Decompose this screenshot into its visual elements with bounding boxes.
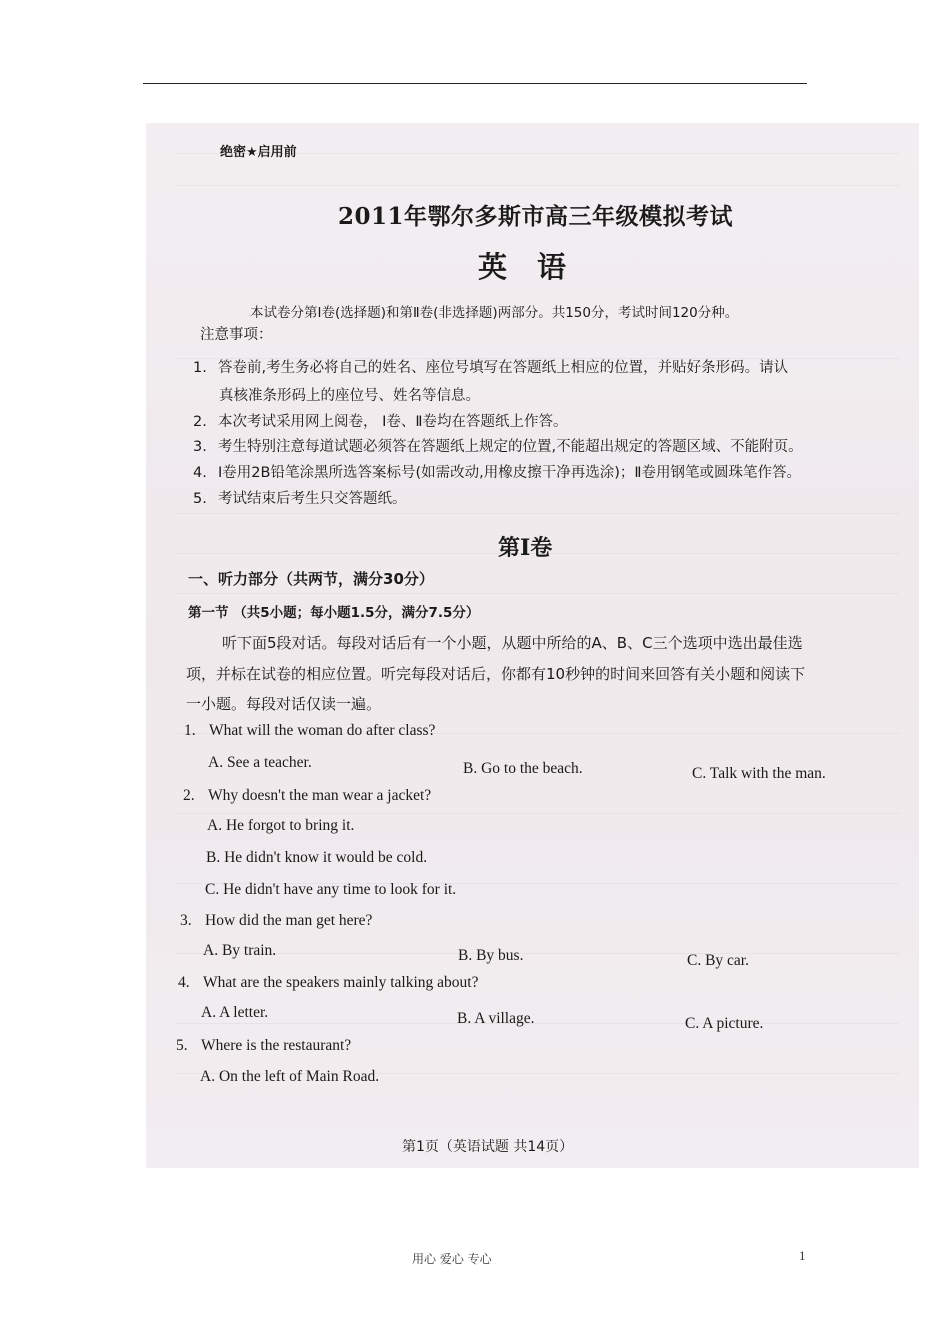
instruction-line: 一小题。每段对话仅读一遍。 bbox=[186, 695, 382, 713]
secret-label: 绝密★启用前 bbox=[220, 145, 297, 160]
option: C. Talk with the man. bbox=[692, 765, 826, 782]
note-item bbox=[193, 356, 788, 377]
question-number: 2. bbox=[183, 787, 195, 804]
instruction-line: 项，并标在试卷的相应位置。听完每段对话后，你都有10秒钟的时间来回答有关小题和阅读下 bbox=[186, 665, 806, 683]
note-item bbox=[193, 487, 407, 508]
option: A. By train. bbox=[203, 942, 277, 959]
question-text: How did the man get here? bbox=[205, 912, 373, 929]
note-text: 考生特别注意每道试题必须答在答题纸上规定的位置,不能超出规定的答题区域、不能附页。 bbox=[218, 439, 803, 455]
option: A. A letter. bbox=[201, 1004, 269, 1021]
exam-intro: 本试卷分第Ⅰ卷(选择题)和第Ⅱ卷(非选择题)两部分。共150分，考试时间120分种。 bbox=[250, 305, 739, 321]
section-title: 第一节 （共5小题；每小题1.5分，满分7.5分） bbox=[188, 605, 480, 621]
note-item bbox=[193, 410, 568, 431]
option: C. He didn't have any time to look for it. bbox=[205, 881, 457, 898]
note-number: 2. bbox=[193, 414, 207, 430]
note-number: 3. bbox=[193, 439, 207, 455]
question bbox=[176, 1037, 351, 1055]
question bbox=[178, 974, 478, 992]
option: A. On the left of Main Road. bbox=[200, 1068, 380, 1085]
volume-title: 第Ⅰ卷 bbox=[498, 535, 553, 561]
question-number: 5. bbox=[176, 1037, 188, 1054]
option: B. By bus. bbox=[458, 947, 524, 964]
exam-page-footer: 第1页（英语试题 共14页） bbox=[402, 1139, 574, 1155]
question bbox=[183, 787, 431, 805]
question-text: What will the woman do after class? bbox=[209, 722, 436, 739]
note-number: 4. bbox=[193, 465, 207, 481]
option: A. He forgot to bring it. bbox=[207, 817, 355, 834]
note-item bbox=[193, 435, 803, 456]
question-text: Where is the restaurant? bbox=[201, 1037, 352, 1054]
question bbox=[184, 722, 435, 740]
question-text: What are the speakers mainly talking about? bbox=[203, 974, 479, 991]
option: B. He didn't know it would be cold. bbox=[206, 849, 428, 866]
question-text: Why doesn't the man wear a jacket? bbox=[208, 787, 432, 804]
note-text: 答卷前,考生务必将自己的姓名、座位号填写在答题纸上相应的位置，并贴好条形码。请认 bbox=[218, 360, 789, 376]
note-text: Ⅰ卷用2B铅笔涂黑所选答案标号(如需改动,用橡皮擦干净再选涂)；Ⅱ卷用钢笔或圆珠笔作答。 bbox=[218, 465, 802, 481]
option: B. Go to the beach. bbox=[463, 760, 583, 777]
option: C. A picture. bbox=[685, 1015, 764, 1032]
part-title: 一、听力部分（共两节，满分30分） bbox=[188, 570, 434, 588]
question-number: 1. bbox=[184, 722, 196, 739]
note-number: 1. bbox=[193, 360, 207, 376]
note-text: 考试结束后考生只交答题纸。 bbox=[218, 491, 407, 507]
note-number: 5. bbox=[193, 491, 207, 507]
note-item bbox=[193, 461, 801, 482]
note-text: 本次考试采用网上阅卷， Ⅰ卷、Ⅱ卷均在答题纸上作答。 bbox=[218, 414, 568, 430]
subject-title: 英语 bbox=[478, 250, 597, 284]
document-footer: 用心 爱心 专心 bbox=[412, 1252, 492, 1266]
option: A. See a teacher. bbox=[208, 754, 312, 771]
question-number: 4. bbox=[178, 974, 190, 991]
question bbox=[180, 912, 372, 930]
option: C. By car. bbox=[687, 952, 749, 969]
question-number: 3. bbox=[180, 912, 192, 929]
notes-title: 注意事项： bbox=[200, 327, 273, 343]
document-page-number: 1 bbox=[799, 1248, 806, 1263]
option: B. A village. bbox=[457, 1010, 535, 1027]
header-rule bbox=[143, 83, 807, 84]
exam-title: 2011年鄂尔多斯市高三年级模拟考试 bbox=[338, 203, 734, 230]
note-continuation: 真核准条形码上的座位号、姓名等信息。 bbox=[219, 388, 480, 404]
instruction-line: 听下面5段对话。每段对话后有一个小题，从题中所给的A、B、C三个选项中选出最佳选 bbox=[222, 634, 803, 652]
